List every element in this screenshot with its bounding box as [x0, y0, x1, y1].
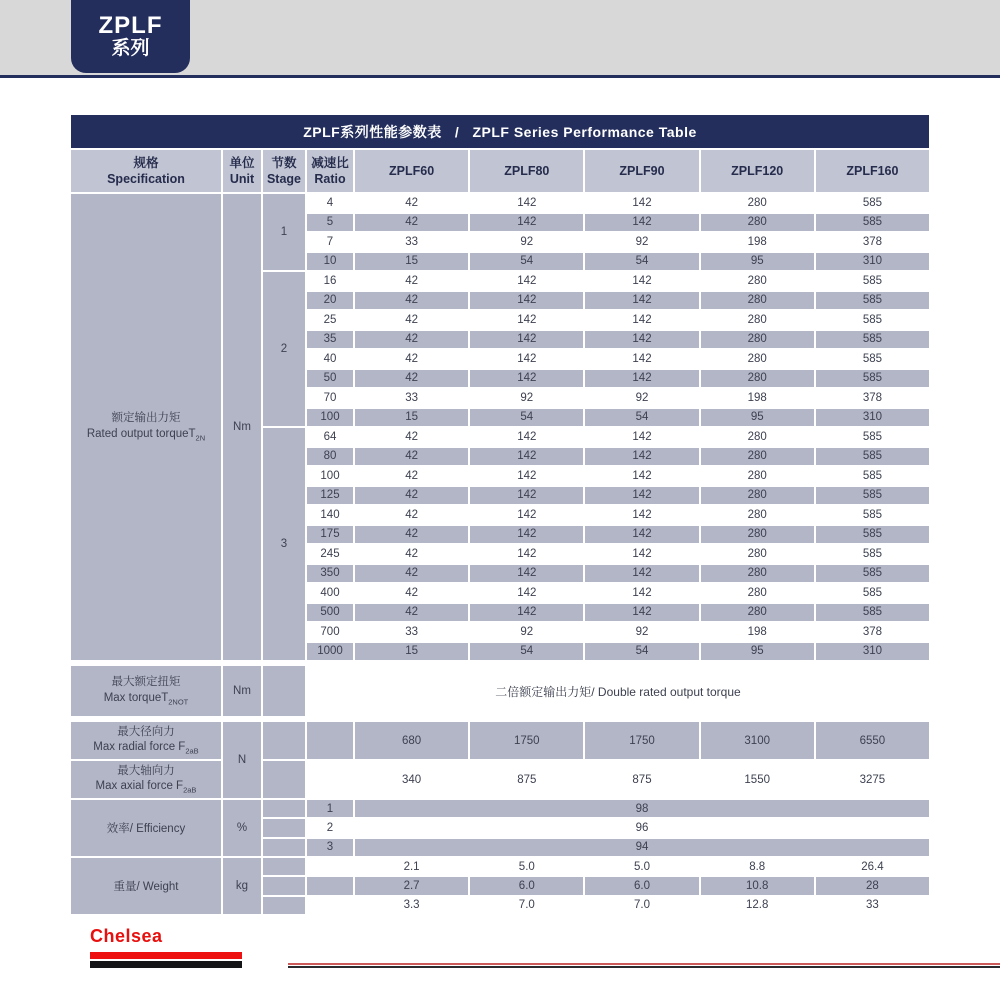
value-cell: 142: [585, 487, 698, 505]
force-spec-column: [71, 722, 221, 798]
value-cell: 142: [585, 311, 698, 329]
value-cell: 585: [816, 565, 929, 583]
ratio-cell: 7: [307, 233, 353, 251]
header-unit-zh: 单位: [229, 155, 255, 170]
header-specification-en: Specification: [107, 172, 185, 186]
value-cell: 142: [585, 448, 698, 466]
value-cell: 15: [355, 409, 468, 427]
value-cell: 280: [701, 487, 814, 505]
value-cell: 142: [470, 272, 583, 290]
value-cell: 142: [470, 487, 583, 505]
value-cell: 42: [355, 194, 468, 212]
value-cell: 280: [701, 604, 814, 622]
value-cell: 33: [816, 897, 929, 914]
value-cell: 42: [355, 331, 468, 349]
header-model-zplf90: ZPLF90: [585, 150, 698, 192]
torque-row: [307, 506, 929, 524]
value-cell: 280: [701, 448, 814, 466]
unit-rated-torque: Nm: [223, 194, 261, 660]
value-cell: 42: [355, 292, 468, 310]
footer-black-line: [288, 966, 1000, 968]
stage-cell-empty: [263, 800, 305, 817]
value-cell: 54: [585, 409, 698, 427]
value-cell: 142: [470, 545, 583, 563]
value-cell: 42: [355, 272, 468, 290]
efficiency-rows: [307, 800, 929, 856]
value-cell: 42: [355, 604, 468, 622]
torque-row: [307, 272, 929, 290]
value-cell: 875: [470, 761, 583, 798]
value-cell: 42: [355, 448, 468, 466]
torque-row: [307, 467, 929, 485]
weight-row: [307, 877, 929, 894]
value-cell: 28: [816, 877, 929, 894]
value-cell: 142: [585, 428, 698, 446]
value-cell: 280: [701, 194, 814, 212]
header-ratio: [307, 150, 353, 192]
rated-torque-rows: [307, 194, 929, 660]
value-cell: 585: [816, 604, 929, 622]
value-cell: 198: [701, 233, 814, 251]
value-cell: 42: [355, 350, 468, 368]
header-unit: [223, 150, 261, 192]
value-cell: 42: [355, 526, 468, 544]
value-cell: 142: [585, 565, 698, 583]
value-cell: 142: [585, 467, 698, 485]
efficiency-row: [307, 839, 929, 856]
weight-rows: [307, 858, 929, 914]
header-stage: [263, 150, 305, 192]
torque-row: [307, 623, 929, 641]
value-cell: 142: [470, 506, 583, 524]
stage-cell-empty: [263, 722, 305, 759]
ratio-cell-empty: [307, 877, 353, 894]
value-cell: 378: [816, 623, 929, 641]
value-cell: 280: [701, 272, 814, 290]
value-cell: 7.0: [470, 897, 583, 914]
spec-max-radial-force: [71, 722, 221, 759]
value-cell: 142: [585, 350, 698, 368]
ratio-cell: 50: [307, 370, 353, 388]
weight-stage-column: [263, 858, 305, 914]
max-torque-note: 二倍额定输出力矩/ Double rated output torque: [307, 666, 929, 716]
value-cell: 280: [701, 584, 814, 602]
stage-cell-empty: [263, 877, 305, 894]
value-cell: 54: [470, 409, 583, 427]
value-cell: 7.0: [585, 897, 698, 914]
ratio-cell: 80: [307, 448, 353, 466]
header-model-zplf160: ZPLF160: [816, 150, 929, 192]
ratio-cell: 20: [307, 292, 353, 310]
torque-row: [307, 214, 929, 232]
ratio-cell-empty: [307, 858, 353, 875]
value-cell: 92: [470, 233, 583, 251]
series-badge-subtitle: 系列: [111, 38, 150, 60]
spec-max-axial-force-zh: 最大轴向力: [117, 764, 175, 777]
value-cell: 585: [816, 428, 929, 446]
value-cell: 378: [816, 389, 929, 407]
torque-row: [307, 350, 929, 368]
ratio-cell: 40: [307, 350, 353, 368]
value-cell: 142: [585, 506, 698, 524]
spec-max-axial-force: [71, 761, 221, 798]
ratio-cell: 16: [307, 272, 353, 290]
ratio-cell: 1000: [307, 643, 353, 661]
value-cell: 2.1: [355, 858, 468, 875]
stage-column: [263, 194, 305, 660]
value-cell: 142: [470, 565, 583, 583]
torque-row: [307, 643, 929, 661]
stage-cell: 2: [263, 272, 305, 426]
table-title: ZPLF系列性能参数表 / ZPLF Series Performance Table: [71, 115, 929, 148]
torque-row: [307, 604, 929, 622]
logo-red-bar: [90, 952, 242, 959]
value-cell: 585: [816, 526, 929, 544]
value-cell: 680: [355, 722, 468, 759]
value-cell: 280: [701, 545, 814, 563]
header-ratio-en: Ratio: [314, 172, 346, 186]
torque-row: [307, 545, 929, 563]
value-cell: 42: [355, 311, 468, 329]
ratio-cell: 125: [307, 487, 353, 505]
stage-number-cell: 3: [307, 839, 353, 856]
spec-max-torque: [71, 666, 221, 716]
efficiency-section: [71, 800, 929, 856]
value-cell: 142: [585, 292, 698, 310]
value-cell: 3275: [816, 761, 929, 798]
torque-row: [307, 565, 929, 583]
max-torque-section: [71, 666, 929, 716]
value-cell: 95: [701, 253, 814, 271]
value-cell: 585: [816, 370, 929, 388]
value-cell: 54: [585, 253, 698, 271]
efficiency-row: [307, 800, 929, 817]
spec-weight: 重量/ Weight: [71, 858, 221, 914]
ratio-cell: 10: [307, 253, 353, 271]
torque-row: [307, 584, 929, 602]
force-row: [307, 722, 929, 759]
unit-force: N: [223, 722, 261, 798]
value-cell: 92: [585, 389, 698, 407]
value-cell: 280: [701, 428, 814, 446]
header-ratio-zh: 减速比: [311, 155, 349, 170]
torque-row: [307, 233, 929, 251]
value-cell: 26.4: [816, 858, 929, 875]
torque-row: [307, 194, 929, 212]
value-cell: 585: [816, 272, 929, 290]
stage-cell: 1: [263, 194, 305, 270]
rated-torque-section: [71, 194, 929, 660]
spec-max-radial-force-zh: 最大径向力: [117, 725, 175, 738]
value-cell: 142: [585, 584, 698, 602]
torque-row: [307, 311, 929, 329]
weight-row: [307, 858, 929, 875]
force-section: [71, 722, 929, 798]
value-cell: 142: [585, 272, 698, 290]
value-cell: 1750: [585, 722, 698, 759]
ratio-cell: 64: [307, 428, 353, 446]
value-cell: 585: [816, 331, 929, 349]
ratio-cell: 100: [307, 467, 353, 485]
efficiency-value-cell: 96: [355, 819, 929, 836]
stage-cell-empty: [263, 819, 305, 836]
ratio-cell: 100: [307, 409, 353, 427]
value-cell: 585: [816, 584, 929, 602]
value-cell: 142: [470, 428, 583, 446]
value-cell: 585: [816, 350, 929, 368]
ratio-cell-empty: [307, 722, 353, 759]
value-cell: 92: [585, 233, 698, 251]
value-cell: 54: [470, 643, 583, 661]
value-cell: 42: [355, 545, 468, 563]
value-cell: 142: [470, 214, 583, 232]
force-row: [307, 761, 929, 798]
unit-max-torque: Nm: [223, 666, 261, 716]
stage-cell-empty: [263, 897, 305, 914]
value-cell: 142: [470, 331, 583, 349]
value-cell: 142: [470, 350, 583, 368]
torque-row: [307, 370, 929, 388]
header-specification-zh: 规格: [133, 155, 159, 170]
value-cell: 142: [470, 448, 583, 466]
torque-row: [307, 428, 929, 446]
stage-number-cell: 1: [307, 800, 353, 817]
value-cell: 585: [816, 487, 929, 505]
torque-row: [307, 448, 929, 466]
spec-rated-output-torque: [71, 194, 221, 660]
performance-table: [71, 115, 929, 914]
ratio-cell: 350: [307, 565, 353, 583]
value-cell: 280: [701, 214, 814, 232]
value-cell: 5.0: [585, 858, 698, 875]
value-cell: 42: [355, 506, 468, 524]
value-cell: 585: [816, 292, 929, 310]
value-cell: 95: [701, 409, 814, 427]
ratio-cell: 4: [307, 194, 353, 212]
torque-row: [307, 526, 929, 544]
stage-cell-empty: [263, 839, 305, 856]
efficiency-row: [307, 819, 929, 836]
value-cell: 280: [701, 370, 814, 388]
value-cell: 280: [701, 565, 814, 583]
header-stage-zh: 节数: [271, 155, 297, 170]
torque-row: [307, 487, 929, 505]
value-cell: 875: [585, 761, 698, 798]
value-cell: 585: [816, 545, 929, 563]
stage-cell-empty: [263, 858, 305, 875]
torque-row: [307, 389, 929, 407]
spec-max-radial-force-en: Max radial force $F_{2aB}$: [93, 741, 199, 756]
value-cell: 8.8: [701, 858, 814, 875]
series-badge: [71, 0, 190, 73]
value-cell: 198: [701, 623, 814, 641]
stage-cell-empty: [263, 666, 305, 716]
ratio-cell: 175: [307, 526, 353, 544]
value-cell: 280: [701, 350, 814, 368]
ratio-cell: 35: [307, 331, 353, 349]
value-cell: 92: [585, 623, 698, 641]
value-cell: 33: [355, 389, 468, 407]
series-badge-title: ZPLF: [98, 11, 163, 39]
value-cell: 310: [816, 409, 929, 427]
spec-rated-output-torque-zh: 额定输出力矩: [111, 412, 181, 425]
value-cell: 42: [355, 565, 468, 583]
ratio-cell: 70: [307, 389, 353, 407]
ratio-cell-empty: [307, 897, 353, 914]
value-cell: 33: [355, 233, 468, 251]
footer-red-line: [288, 963, 1000, 965]
ratio-cell: 500: [307, 604, 353, 622]
spec-max-torque-en: Max torqueT$_{2NOT}$: [103, 691, 189, 706]
value-cell: 280: [701, 311, 814, 329]
value-cell: 42: [355, 584, 468, 602]
value-cell: 585: [816, 311, 929, 329]
value-cell: 142: [585, 194, 698, 212]
value-cell: 12.8: [701, 897, 814, 914]
value-cell: 198: [701, 389, 814, 407]
ratio-cell: 140: [307, 506, 353, 524]
value-cell: 280: [701, 292, 814, 310]
value-cell: 280: [701, 526, 814, 544]
efficiency-value-cell: 94: [355, 839, 929, 856]
value-cell: 95: [701, 643, 814, 661]
value-cell: 54: [470, 253, 583, 271]
value-cell: 42: [355, 428, 468, 446]
value-cell: 42: [355, 370, 468, 388]
ratio-cell: 5: [307, 214, 353, 232]
ratio-cell-empty: [307, 761, 353, 798]
value-cell: 585: [816, 448, 929, 466]
unit-weight: kg: [223, 858, 261, 914]
value-cell: 142: [470, 604, 583, 622]
force-rows: [307, 722, 929, 798]
weight-section: [71, 858, 929, 914]
value-cell: 142: [470, 584, 583, 602]
value-cell: 378: [816, 233, 929, 251]
value-cell: 92: [470, 389, 583, 407]
value-cell: 10.8: [701, 877, 814, 894]
value-cell: 280: [701, 506, 814, 524]
value-cell: 5.0: [470, 858, 583, 875]
chelsea-logo: Chelsea: [90, 926, 163, 946]
value-cell: 340: [355, 761, 468, 798]
value-cell: 585: [816, 467, 929, 485]
value-cell: 3.3: [355, 897, 468, 914]
value-cell: 142: [585, 370, 698, 388]
value-cell: 142: [470, 370, 583, 388]
weight-row: [307, 897, 929, 914]
torque-row: [307, 409, 929, 427]
header-stage-en: Stage: [266, 172, 302, 186]
value-cell: 6.0: [585, 877, 698, 894]
value-cell: 585: [816, 214, 929, 232]
value-cell: 92: [470, 623, 583, 641]
value-cell: 54: [585, 643, 698, 661]
table-header-row: [71, 150, 929, 192]
value-cell: 142: [585, 214, 698, 232]
force-stage-column: [263, 722, 305, 798]
value-cell: 142: [585, 604, 698, 622]
ratio-cell: 700: [307, 623, 353, 641]
header-model-zplf60: ZPLF60: [355, 150, 468, 192]
value-cell: 142: [585, 526, 698, 544]
value-cell: 310: [816, 643, 929, 661]
torque-row: [307, 253, 929, 271]
torque-row: [307, 331, 929, 349]
stage-cell: 3: [263, 428, 305, 660]
stage-cell-empty: [263, 761, 305, 798]
top-navy-divider: [0, 75, 1000, 78]
spec-max-torque-zh: 最大额定扭矩: [111, 676, 181, 689]
value-cell: 142: [585, 331, 698, 349]
value-cell: 42: [355, 214, 468, 232]
value-cell: 3100: [701, 722, 814, 759]
value-cell: 2.7: [355, 877, 468, 894]
value-cell: 280: [701, 331, 814, 349]
efficiency-value-cell: 98: [355, 800, 929, 817]
value-cell: 15: [355, 643, 468, 661]
value-cell: 142: [470, 467, 583, 485]
value-cell: 142: [470, 526, 583, 544]
header-model-zplf120: ZPLF120: [701, 150, 814, 192]
stage-number-cell: 2: [307, 819, 353, 836]
value-cell: 280: [701, 467, 814, 485]
value-cell: 42: [355, 467, 468, 485]
value-cell: 585: [816, 506, 929, 524]
spec-max-axial-force-en: Max axial force $F_{2aB}$: [95, 780, 197, 795]
value-cell: 15: [355, 253, 468, 271]
unit-efficiency: %: [223, 800, 261, 856]
spec-rated-output-torque-en: Rated output torqueT$_{2N}$: [86, 427, 206, 442]
spec-efficiency: 效率/ Efficiency: [71, 800, 221, 856]
header-specification: [71, 150, 221, 192]
value-cell: 1550: [701, 761, 814, 798]
value-cell: 42: [355, 487, 468, 505]
value-cell: 310: [816, 253, 929, 271]
value-cell: 1750: [470, 722, 583, 759]
value-cell: 6.0: [470, 877, 583, 894]
value-cell: 585: [816, 194, 929, 212]
value-cell: 6550: [816, 722, 929, 759]
logo-black-bar: [90, 961, 242, 968]
header-unit-en: Unit: [229, 172, 255, 186]
value-cell: 142: [470, 292, 583, 310]
ratio-cell: 25: [307, 311, 353, 329]
efficiency-stage-column: [263, 800, 305, 856]
ratio-cell: 245: [307, 545, 353, 563]
value-cell: 142: [470, 311, 583, 329]
value-cell: 142: [585, 545, 698, 563]
value-cell: 33: [355, 623, 468, 641]
torque-row: [307, 292, 929, 310]
value-cell: 142: [470, 194, 583, 212]
ratio-cell: 400: [307, 584, 353, 602]
header-model-zplf80: ZPLF80: [470, 150, 583, 192]
